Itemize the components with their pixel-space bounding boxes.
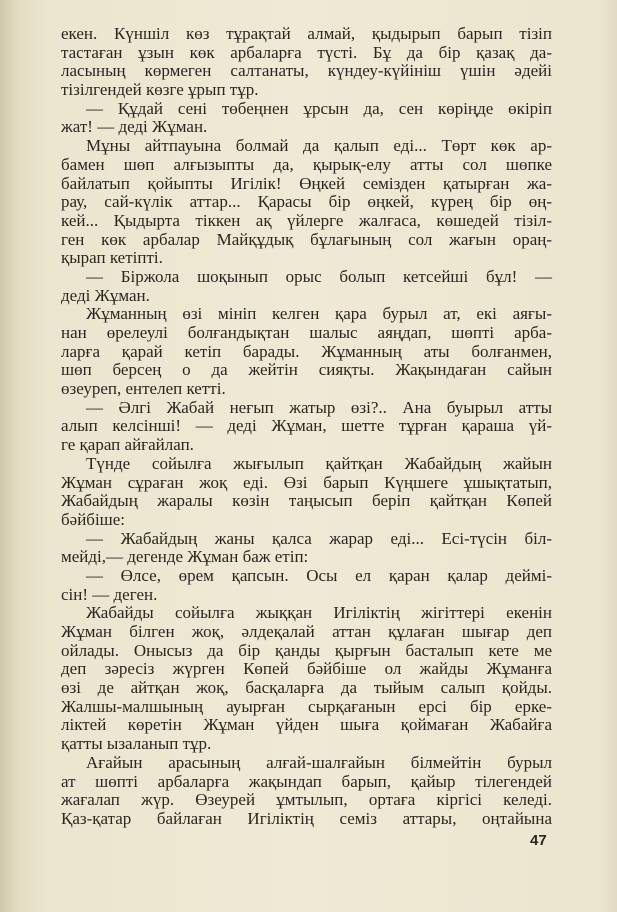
text-line: Жұман білген жоқ, әлдеқалай аттан құлаған шығар деп — [61, 622, 552, 641]
text-line: ойлады. Онысыз да бір қанды қырғын басталып кете ме — [61, 640, 552, 660]
text-line: деп зәресіз жүрген Көпей бәйбіше ол жайды Жұманға — [61, 659, 552, 679]
page-number: 47 — [530, 832, 547, 849]
book-page-text — [61, 25, 552, 829]
text-line: Жұман сұраған жоқ еді. Өзі барып Күңшеге ұшықтатып, — [61, 472, 552, 492]
text-line: Түнде сойылға жығылып қайтқан Жабайдың жайын — [86, 453, 552, 473]
text-line: — Біржола шоқынып орыс болып кетсейші бұл! — — [86, 266, 552, 286]
text-line: байлатып қойыпты Игілік! Өңкей семізден қатырған жа- — [61, 173, 552, 193]
text-line: ат шөпті арбаларға жақындап барып, қайыр тілегендей — [61, 771, 552, 791]
text-line: — Құдай сені төбеңнен ұрсын да, сен көріңде өкіріп — [86, 98, 552, 118]
text-line: тастаған ұзын көк арбаларға түсті. Бұ да бір қазақ да- — [61, 42, 552, 62]
text-line: қырап кетіпті. — [61, 248, 163, 268]
text-line: ге қарап айғайлап. — [61, 435, 194, 455]
text-line: ліктей көретін Жұман үйден шыға қоймаған Жабайға — [61, 715, 552, 735]
text-line: Мұны айтпауына болмай да қалып еді... Төрт көк ар- — [86, 136, 552, 156]
text-line: тізілгендей көзге ұрып тұр. — [61, 80, 259, 100]
text-line: Жабайдың жаралы көзін таңысып беріп қайтқан Көпей — [61, 491, 552, 511]
text-line: деді Жұман. — [61, 285, 150, 305]
text-line: бәйбіше: — [61, 509, 126, 529]
text-line: алып келсінші! — деді Жұман, шетте тұрған қараша үй- — [61, 416, 552, 436]
text-line: кей... Қыдырта тіккен ақ үйлерге жалғаса, көшедей тізіл- — [61, 210, 552, 230]
text-line: Жұманның өзі мініп келген қара бурыл ат, екі аяғы- — [86, 304, 552, 324]
text-line: Жабайды сойылға жыққан Игіліктің жігіттері екенін — [86, 603, 552, 623]
text-line: мейді,— дегенде Жұман баж етіп: — [61, 547, 309, 567]
text-line: рау, сай-күлік аттар... Қарасы бір өңкей, күрең бір өң- — [61, 192, 552, 212]
text-line: нан өрелеулі болғандықтан шалыс аяңдап, шөпті арба- — [61, 323, 552, 342]
text-line: Қаз-қатар байлаған Игіліктің семіз аттары, оңтайына — [61, 808, 552, 828]
text-line: — Өлсе, өрем қапсын. Осы ел қаран қалар деймі- — [86, 565, 552, 585]
text-line: сін! — деген. — [61, 584, 158, 604]
text-line: ген көк арбалар Майқұдық бұлағының сол жағын ораң- — [61, 229, 552, 249]
text-line: ласының көрмеген салтанаты, күндеу-күйініш үшін әдейі — [61, 61, 552, 81]
text-line: өзеуреп, ентелеп кетті. — [61, 379, 226, 399]
text-line: жағалап жүр. Өзеурей ұмтылып, ортаға кіргісі келеді. — [61, 790, 552, 810]
text-line: Ағайын арасының алғай-шалғайын білмейтін бурыл — [86, 752, 552, 772]
text-line: — Жабайдың жаны қалса жарар еді... Есі-түсін біл- — [86, 528, 552, 548]
text-line: өзі де айтқан жоқ, басқаларға да тыйым салып қойды. — [61, 678, 552, 698]
text-line: ларға қарай кетіп барады. Жұманның аты болғанмен, — [61, 341, 552, 361]
text-line: қатты ызаланып тұр. — [61, 734, 212, 754]
text-line: жат! — деді Жұман. — [61, 117, 208, 137]
text-line: екен. Күншіл көз тұрақтай алмай, қыдырып барып тізіп — [61, 24, 552, 43]
text-line: — Әлгі Жабай неғып жатыр өзі?.. Ана буырыл атты — [86, 397, 552, 417]
text-line: бамен шөп алғызыпты да, қырық-елу атты сол шөпке — [61, 154, 552, 174]
text-line: Жалшы-малшының ауырған сырқағанын ерсі бір ерке- — [61, 696, 552, 716]
text-line: шөп берсең о да жейтін сияқты. Жақындаған сайын — [61, 360, 552, 380]
